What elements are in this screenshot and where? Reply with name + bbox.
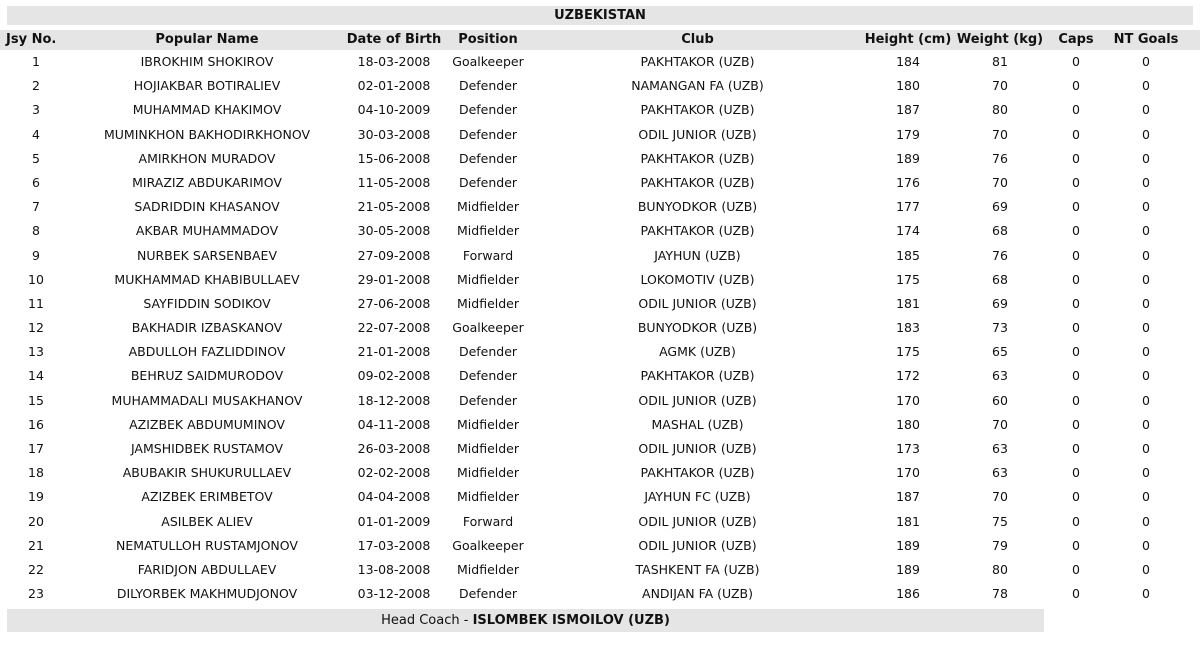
player-name: MUHAMMADALI MUSAKHANOV (111, 392, 303, 408)
table-row (0, 461, 1200, 485)
player-club: PAKHTAKOR (UZB) (640, 174, 755, 190)
player-goals: 0 (1142, 102, 1150, 118)
player-caps: 0 (1072, 465, 1080, 481)
player-goals: 0 (1142, 295, 1150, 311)
player-position: Goalkeeper (452, 320, 524, 336)
header-dob: Date of Birth (346, 32, 442, 47)
jersey-number: 3 (32, 102, 40, 118)
player-name: AKBAR MUHAMMADOV (135, 223, 279, 239)
player-height: 181 (896, 295, 920, 311)
player-name: NURBEK SARSENBAEV (137, 247, 277, 263)
player-weight: 63 (992, 465, 1008, 481)
player-goals: 0 (1142, 174, 1150, 190)
player-position: Defender (458, 344, 518, 360)
player-weight: 69 (992, 295, 1008, 311)
player-caps: 0 (1072, 126, 1080, 142)
jersey-number: 5 (32, 150, 40, 166)
date-of-birth: 21-01-2008 (357, 344, 431, 360)
date-of-birth: 30-03-2008 (357, 126, 431, 142)
player-table-body (0, 50, 1200, 606)
player-name: HOJIAKBAR BOTIRALIEV (133, 78, 281, 94)
jersey-number: 17 (28, 441, 44, 456)
team-title: UZBEKISTAN (7, 6, 1193, 25)
player-position: Defender (458, 586, 518, 602)
player-weight: 81 (992, 54, 1008, 69)
player-height: 174 (896, 223, 920, 239)
player-position: Defender (458, 102, 518, 118)
player-club: ODIL JUNIOR (UZB) (638, 295, 757, 311)
player-height: 173 (896, 441, 920, 456)
table-row (0, 50, 1200, 74)
player-position: Defender (458, 392, 518, 408)
player-name: MUKHAMMAD KHABIBULLAEV (114, 271, 300, 287)
jersey-number: 10 (28, 271, 44, 287)
table-row (0, 389, 1200, 413)
jersey-number: 14 (28, 368, 44, 384)
jersey-number: 16 (28, 416, 44, 432)
date-of-birth: 03-12-2008 (357, 586, 431, 602)
player-club: TASHKENT FA (UZB) (635, 561, 760, 577)
player-club: ODIL JUNIOR (UZB) (638, 441, 757, 456)
player-caps: 0 (1072, 416, 1080, 432)
player-club: ANDIJAN FA (UZB) (642, 586, 753, 602)
jersey-number: 18 (28, 465, 44, 481)
player-caps: 0 (1072, 320, 1080, 336)
header-name: Popular Name (155, 32, 259, 47)
player-position: Midfielder (457, 199, 519, 215)
head-coach-label: Head Coach - (381, 613, 473, 628)
table-header (0, 30, 1200, 50)
date-of-birth: 18-12-2008 (357, 392, 431, 408)
jersey-number: 23 (28, 586, 44, 602)
jersey-number: 20 (28, 513, 44, 529)
player-goals: 0 (1142, 586, 1150, 602)
player-caps: 0 (1072, 344, 1080, 360)
player-position: Goalkeeper (452, 54, 524, 69)
player-club: PAKHTAKOR (UZB) (640, 150, 755, 166)
date-of-birth: 02-02-2008 (357, 465, 431, 481)
table-row (0, 558, 1200, 582)
date-of-birth: 27-06-2008 (357, 295, 431, 311)
jersey-number: 6 (32, 174, 40, 190)
player-weight: 70 (992, 126, 1008, 142)
player-position: Defender (458, 150, 518, 166)
date-of-birth: 09-02-2008 (357, 368, 431, 384)
player-height: 189 (896, 561, 920, 577)
player-caps: 0 (1072, 561, 1080, 577)
player-name: ABUBAKIR SHUKURULLAEV (122, 465, 292, 481)
player-caps: 0 (1072, 78, 1080, 94)
player-weight: 75 (992, 513, 1008, 529)
head-coach-bar (7, 609, 1044, 632)
player-caps: 0 (1072, 102, 1080, 118)
player-height: 189 (896, 150, 920, 166)
player-position: Midfielder (457, 223, 519, 239)
header-position: Position (458, 32, 518, 47)
player-name: MUMINKHON BAKHODIRKHONOV (103, 126, 311, 142)
player-club: JAYHUN FC (UZB) (644, 489, 751, 505)
jersey-number: 22 (28, 561, 44, 577)
jersey-number: 8 (32, 223, 40, 239)
player-position: Goalkeeper (452, 537, 524, 553)
header-goals: NT Goals (1113, 32, 1179, 47)
player-weight: 70 (992, 416, 1008, 432)
jersey-number: 9 (32, 247, 40, 263)
player-name: MUHAMMAD KHAKIMOV (132, 102, 282, 118)
player-position: Midfielder (457, 561, 519, 577)
player-club: PAKHTAKOR (UZB) (640, 465, 755, 481)
date-of-birth: 29-01-2008 (357, 271, 431, 287)
player-goals: 0 (1142, 441, 1150, 456)
table-row (0, 219, 1200, 243)
player-weight: 70 (992, 78, 1008, 94)
player-goals: 0 (1142, 126, 1150, 142)
player-goals: 0 (1142, 199, 1150, 215)
player-club: ODIL JUNIOR (UZB) (638, 126, 757, 142)
player-goals: 0 (1142, 223, 1150, 239)
player-goals: 0 (1142, 513, 1150, 529)
player-height: 187 (896, 102, 920, 118)
player-goals: 0 (1142, 561, 1150, 577)
player-caps: 0 (1072, 586, 1080, 602)
player-height: 189 (896, 537, 920, 553)
jersey-number: 13 (28, 344, 44, 360)
date-of-birth: 13-08-2008 (357, 561, 431, 577)
player-club: PAKHTAKOR (UZB) (640, 223, 755, 239)
table-row (0, 364, 1200, 388)
jersey-number: 15 (28, 392, 44, 408)
player-weight: 69 (992, 199, 1008, 215)
date-of-birth: 21-05-2008 (357, 199, 431, 215)
date-of-birth: 04-10-2009 (357, 102, 431, 118)
player-weight: 78 (992, 586, 1008, 602)
player-club: JAYHUN (UZB) (654, 247, 741, 263)
jersey-number: 7 (32, 199, 40, 215)
player-caps: 0 (1072, 223, 1080, 239)
date-of-birth: 22-07-2008 (357, 320, 431, 336)
table-row (0, 437, 1200, 461)
date-of-birth: 15-06-2008 (357, 150, 431, 166)
player-height: 179 (896, 126, 920, 142)
player-caps: 0 (1072, 441, 1080, 456)
player-name: JAMSHIDBEK RUSTAMOV (130, 441, 284, 456)
player-height: 185 (896, 247, 920, 263)
player-height: 181 (896, 513, 920, 529)
player-goals: 0 (1142, 247, 1150, 263)
player-goals: 0 (1142, 54, 1150, 69)
player-name: ABDULLOH FAZLIDDINOV (128, 344, 286, 360)
player-position: Defender (458, 126, 518, 142)
player-height: 186 (896, 586, 920, 602)
header-height: Height (cm) (864, 32, 952, 47)
table-row (0, 171, 1200, 195)
table-row (0, 147, 1200, 171)
player-club: MASHAL (UZB) (651, 416, 744, 432)
player-name: BAKHADIR IZBASKANOV (131, 320, 283, 336)
player-goals: 0 (1142, 465, 1150, 481)
player-weight: 68 (992, 271, 1008, 287)
player-height: 170 (896, 465, 920, 481)
player-position: Defender (458, 368, 518, 384)
player-height: 183 (896, 320, 920, 336)
player-height: 180 (896, 416, 920, 432)
player-goals: 0 (1142, 392, 1150, 408)
table-row (0, 510, 1200, 534)
player-name: NEMATULLOH RUSTAMJONOV (116, 537, 298, 553)
player-weight: 60 (992, 392, 1008, 408)
jersey-number: 11 (28, 295, 44, 311)
player-club: AGMK (UZB) (659, 344, 736, 360)
player-height: 187 (896, 489, 920, 505)
table-row (0, 316, 1200, 340)
player-caps: 0 (1072, 537, 1080, 553)
player-weight: 63 (992, 368, 1008, 384)
player-goals: 0 (1142, 368, 1150, 384)
player-weight: 76 (992, 247, 1008, 263)
player-height: 180 (896, 78, 920, 94)
player-weight: 70 (992, 174, 1008, 190)
jersey-number: 4 (32, 126, 40, 142)
table-row (0, 534, 1200, 558)
player-goals: 0 (1142, 78, 1150, 94)
player-name: MIRAZIZ ABDUKARIMOV (132, 174, 282, 190)
date-of-birth: 11-05-2008 (357, 174, 431, 190)
table-row (0, 123, 1200, 147)
player-height: 175 (896, 344, 920, 360)
player-height: 176 (896, 174, 920, 190)
player-weight: 80 (992, 102, 1008, 118)
player-club: NAMANGAN FA (UZB) (631, 78, 764, 94)
player-name: DILYORBEK MAKHMUDJONOV (116, 586, 298, 602)
player-weight: 76 (992, 150, 1008, 166)
player-club: BUNYODKOR (UZB) (637, 199, 758, 215)
player-height: 184 (896, 54, 920, 69)
player-position: Midfielder (457, 465, 519, 481)
date-of-birth: 04-04-2008 (357, 489, 431, 505)
player-position: Midfielder (457, 441, 519, 456)
player-caps: 0 (1072, 295, 1080, 311)
table-row (0, 244, 1200, 268)
player-position: Midfielder (457, 489, 519, 505)
player-height: 177 (896, 199, 920, 215)
player-height: 175 (896, 271, 920, 287)
player-club: PAKHTAKOR (UZB) (640, 368, 755, 384)
player-club: ODIL JUNIOR (UZB) (638, 537, 757, 553)
player-name: SAYFIDDIN SODIKOV (143, 295, 271, 311)
date-of-birth: 27-09-2008 (357, 247, 431, 263)
jersey-number: 19 (28, 489, 44, 505)
player-caps: 0 (1072, 54, 1080, 69)
header-caps: Caps (1058, 32, 1094, 47)
table-row (0, 292, 1200, 316)
table-row (0, 74, 1200, 98)
player-club: PAKHTAKOR (UZB) (640, 54, 755, 69)
jersey-number: 1 (32, 54, 40, 69)
player-caps: 0 (1072, 368, 1080, 384)
player-goals: 0 (1142, 320, 1150, 336)
jersey-number: 12 (28, 320, 44, 336)
player-goals: 0 (1142, 537, 1150, 553)
date-of-birth: 02-01-2008 (357, 78, 431, 94)
player-name: AMIRKHON MURADOV (138, 150, 276, 166)
player-name: IBROKHIM SHOKIROV (140, 54, 274, 69)
player-caps: 0 (1072, 150, 1080, 166)
player-position: Defender (458, 78, 518, 94)
player-caps: 0 (1072, 199, 1080, 215)
player-name: ASILBEK ALIEV (161, 513, 253, 529)
header-jsy: Jsy No. (6, 32, 57, 47)
player-weight: 65 (992, 344, 1008, 360)
player-name: AZIZBEK ERIMBETOV (141, 489, 273, 505)
player-club: PAKHTAKOR (UZB) (640, 102, 755, 118)
table-row (0, 268, 1200, 292)
date-of-birth: 18-03-2008 (357, 54, 431, 69)
date-of-birth: 26-03-2008 (357, 441, 431, 456)
player-goals: 0 (1142, 150, 1150, 166)
player-weight: 63 (992, 441, 1008, 456)
table-row (0, 195, 1200, 219)
player-club: BUNYODKOR (UZB) (637, 320, 758, 336)
player-name: AZIZBEK ABDUMUMINOV (129, 416, 285, 432)
player-caps: 0 (1072, 392, 1080, 408)
player-weight: 80 (992, 561, 1008, 577)
player-position: Midfielder (457, 271, 519, 287)
player-weight: 70 (992, 489, 1008, 505)
date-of-birth: 17-03-2008 (357, 537, 431, 553)
player-position: Midfielder (457, 416, 519, 432)
player-club: ODIL JUNIOR (UZB) (638, 513, 757, 529)
header-club: Club (681, 32, 714, 47)
head-coach-name: ISLOMBEK ISMOILOV (UZB) (472, 613, 670, 628)
player-goals: 0 (1142, 489, 1150, 505)
player-position: Midfielder (457, 295, 519, 311)
player-caps: 0 (1072, 271, 1080, 287)
player-height: 170 (896, 392, 920, 408)
player-weight: 79 (992, 537, 1008, 553)
player-goals: 0 (1142, 416, 1150, 432)
jersey-number: 2 (32, 78, 40, 94)
table-row (0, 340, 1200, 364)
player-name: FARIDJON ABDULLAEV (137, 561, 277, 577)
date-of-birth: 04-11-2008 (357, 416, 431, 432)
player-name: BEHRUZ SAIDMURODOV (130, 368, 284, 384)
player-caps: 0 (1072, 174, 1080, 190)
player-club: LOKOMOTIV (UZB) (640, 271, 755, 287)
table-row (0, 98, 1200, 122)
player-height: 172 (896, 368, 920, 384)
player-position: Forward (462, 247, 514, 263)
table-row (0, 582, 1200, 606)
player-caps: 0 (1072, 513, 1080, 529)
player-goals: 0 (1142, 344, 1150, 360)
table-row (0, 413, 1200, 437)
date-of-birth: 30-05-2008 (357, 223, 431, 239)
player-weight: 68 (992, 223, 1008, 239)
table-row (0, 485, 1200, 509)
player-weight: 73 (992, 320, 1008, 336)
jersey-number: 21 (28, 537, 44, 553)
header-weight: Weight (kg) (956, 32, 1044, 47)
player-position: Forward (462, 513, 514, 529)
player-club: ODIL JUNIOR (UZB) (638, 392, 757, 408)
player-position: Defender (458, 174, 518, 190)
player-goals: 0 (1142, 271, 1150, 287)
player-caps: 0 (1072, 489, 1080, 505)
date-of-birth: 01-01-2009 (357, 513, 431, 529)
player-name: SADRIDDIN KHASANOV (134, 199, 280, 215)
player-caps: 0 (1072, 247, 1080, 263)
